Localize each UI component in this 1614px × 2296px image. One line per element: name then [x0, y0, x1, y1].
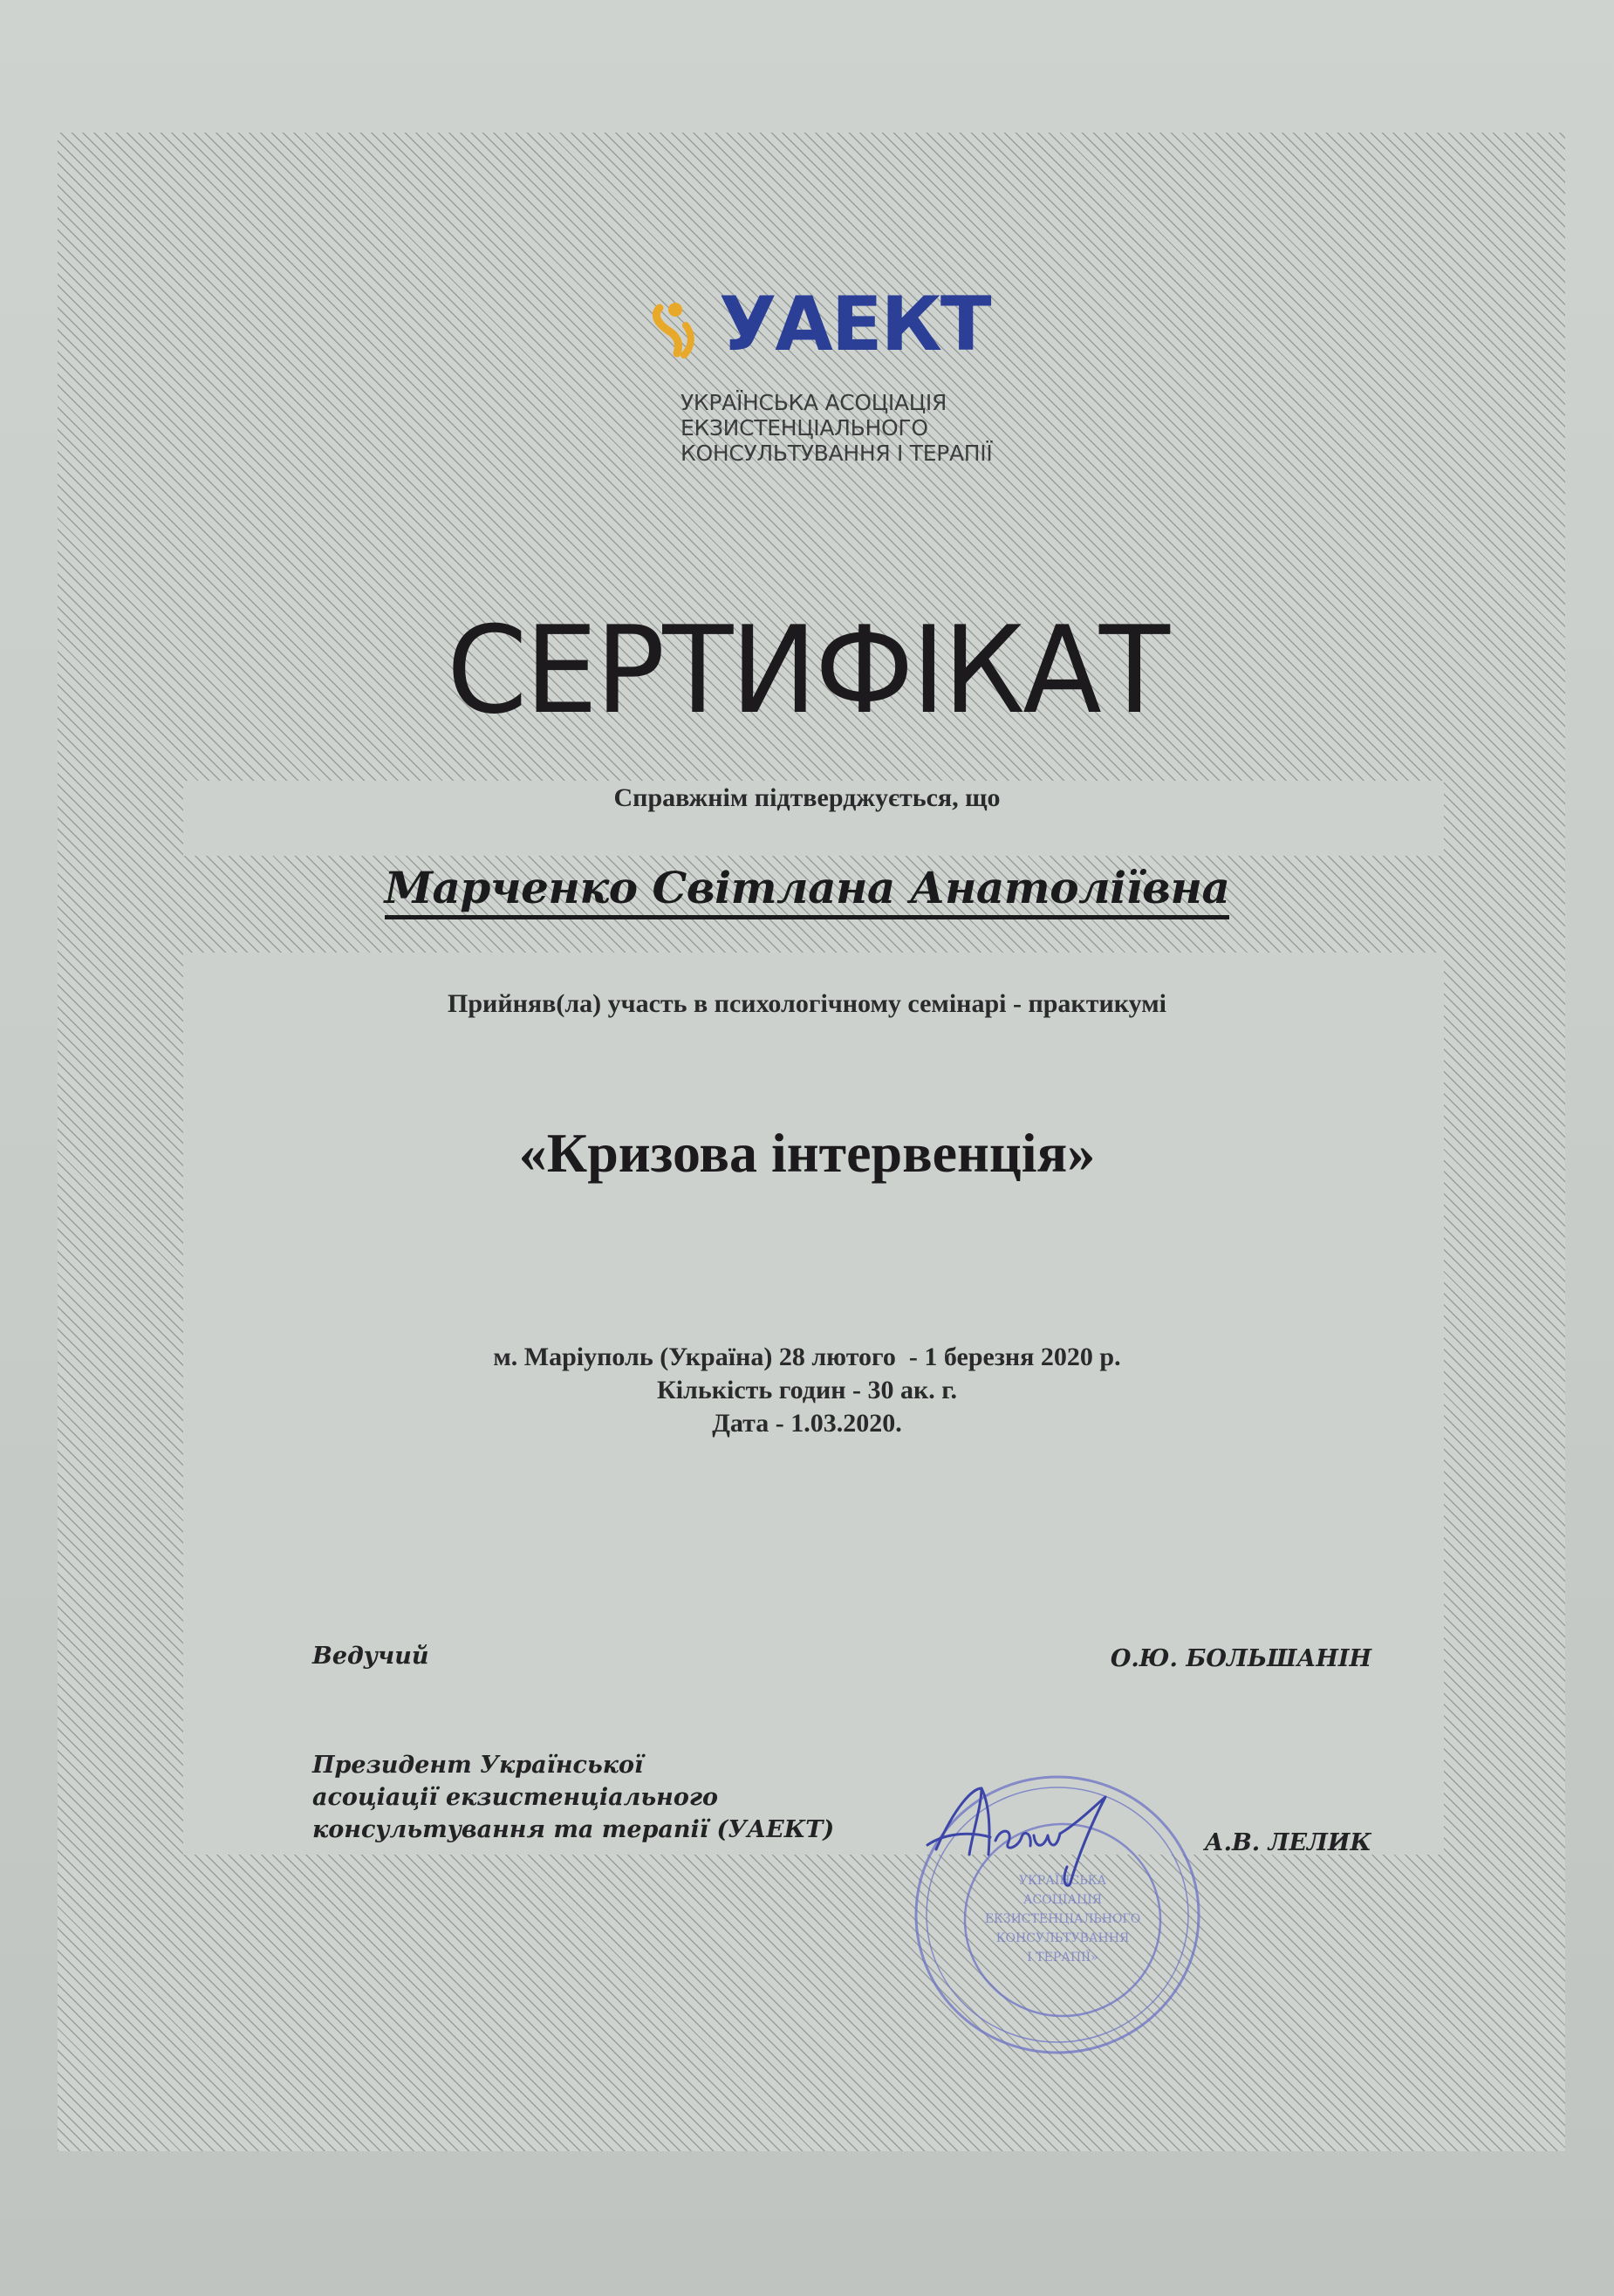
- president-name: А.В. ЛЕЛИК: [1204, 1829, 1371, 1856]
- organization-logo: [647, 281, 1005, 484]
- president-role-line: асоціації екзистенціального: [312, 1784, 719, 1811]
- seminar-details: [0, 1341, 1614, 1440]
- stamp-line: ЕКЗИСТЕНЦІАЛЬНОГО: [984, 1912, 1141, 1926]
- issue-date: Дата - 1.03.2020.: [712, 1409, 902, 1438]
- logo-full-name: [680, 390, 995, 466]
- president-role: [312, 1749, 834, 1846]
- confirmation-text: Справжнім підтверджується, що: [613, 783, 1001, 812]
- location-dates: м. Маріуполь (Україна) 28 лютого - 1 березня 2020 р.: [493, 1343, 1121, 1371]
- president-role-line: Президент Української: [312, 1752, 644, 1779]
- logo-line: ЕКЗИСТЕНЦІАЛЬНОГО: [680, 415, 928, 441]
- participation-text: Прийняв(ла) участь в психологічному семінарі - практикумі: [448, 989, 1166, 1018]
- stamp-line: АСОЦІАЦІЯ: [1022, 1893, 1103, 1907]
- seminar-title: «Кризова інтервенція»: [518, 1122, 1096, 1184]
- stamp-line: КОНСУЛЬТУВАННЯ: [995, 1931, 1130, 1945]
- logo-figure-icon: [647, 292, 717, 362]
- logo-line: КОНСУЛЬТУВАННЯ І ТЕРАПІЇ: [680, 441, 993, 466]
- logo-line: УКРАЇНСЬКА АСОЦІАЦІЯ: [680, 390, 947, 415]
- certificate-title: СЕРТИФІКАТ: [446, 600, 1168, 741]
- recipient-name: [0, 862, 1614, 913]
- stamp-line: УКРАЇНСЬКА: [1018, 1874, 1107, 1888]
- recipient-name-text: Марченко Світлана Анатоліївна: [385, 862, 1230, 919]
- logo-abbreviation: УАЕКТ: [719, 281, 990, 368]
- president-signature-icon: [920, 1771, 1130, 1893]
- host-name: О.Ю. БОЛЬШАНІН: [1110, 1645, 1371, 1672]
- president-role-line: консультування та терапії (УАЕКТ): [312, 1816, 835, 1843]
- host-role: Ведучий: [312, 1643, 429, 1670]
- stamp-line: І ТЕРАПІЇ»: [1027, 1951, 1098, 1965]
- hours-count: Кількість годин - 30 ак. г.: [656, 1376, 958, 1404]
